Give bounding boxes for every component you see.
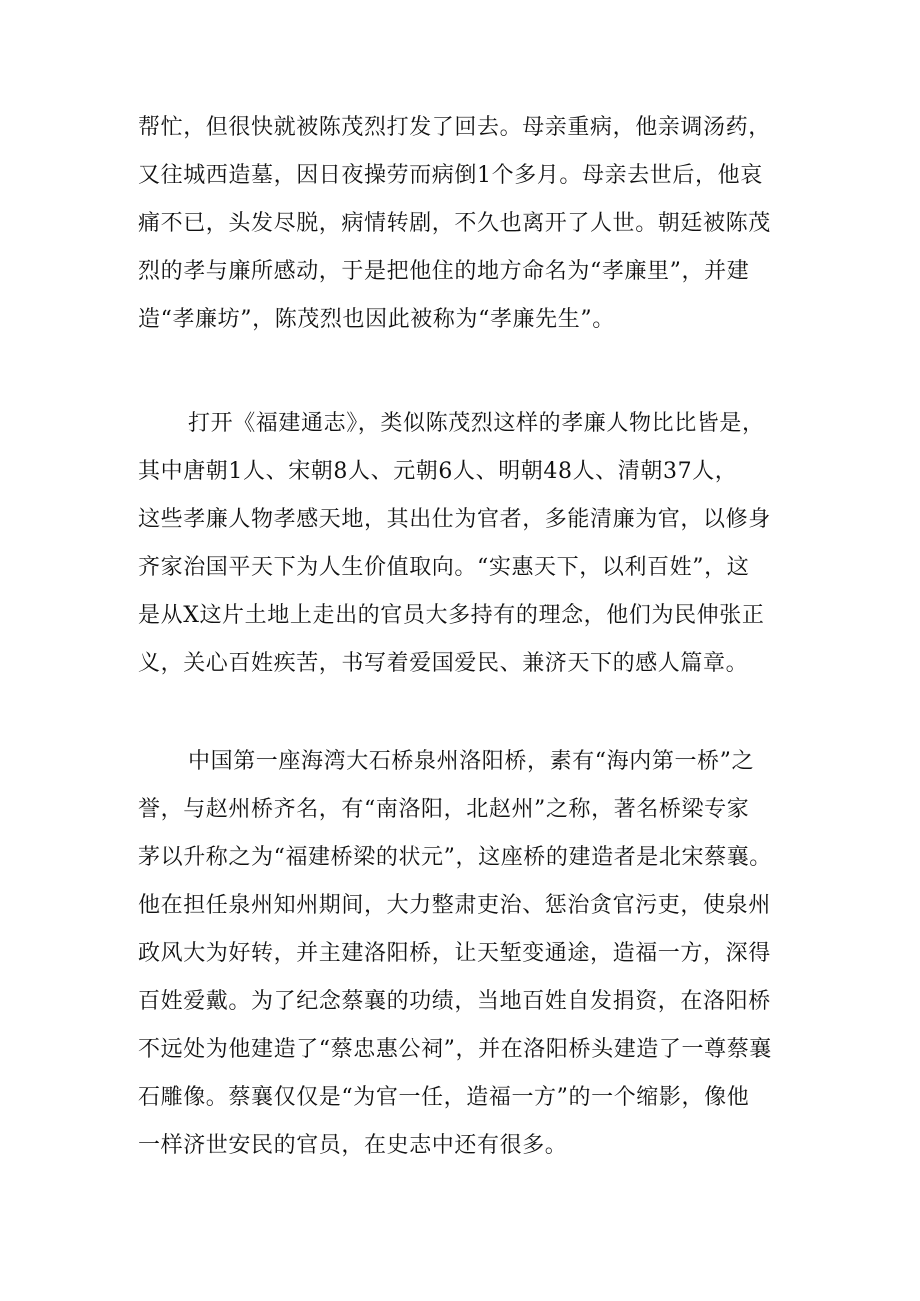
text-line: 一样济世安民的官员，在史志中还有很多。 <box>138 1133 568 1158</box>
text-line: 痛不已，头发尽脱，病情转剧，不久也离开了人世。朝廷被陈茂 <box>138 211 771 236</box>
paragraph-continuation-chen-maolie <box>138 104 798 344</box>
text-line: 是从X这片土地上走出的官员大多持有的理念，他们为民伸张正 <box>138 603 765 628</box>
text-line: 烈的孝与廉所感动，于是把他住的地方命名为“孝廉里”，并建 <box>138 259 750 284</box>
text-line: 他在担任泉州知州期间，大力整肃吏治、惩治贪官污吏，使泉州 <box>138 893 771 918</box>
text-line: 政风大为好转，并主建洛阳桥，让天堑变通途，造福一方，深得 <box>138 941 771 966</box>
text-line: 这些孝廉人物孝感天地，其出仕为官者，多能清廉为官，以修身 <box>138 507 771 532</box>
text-line: 帮忙，但很快就被陈茂烈打发了回去。母亲重病，他亲调汤药， <box>138 115 771 140</box>
text-line: 打开《福建通志》，类似陈茂烈这样的孝廉人物比比皆是， <box>188 411 765 436</box>
text-line: 齐家治国平天下为人生价值取向。“实惠天下，以利百姓”，这 <box>138 555 750 580</box>
text-line: 其中唐朝1人、宋朝8人、元朝6人、明朝48人、清朝37人， <box>138 459 738 484</box>
text-line: 不远处为他建造了“蔡忠惠公祠”，并在洛阳桥头建造了一尊蔡襄 <box>138 1037 772 1062</box>
text-line: 誉，与赵州桥齐名，有“南洛阳，北赵州”之称，著名桥梁专家 <box>138 797 750 822</box>
text-line: 中国第一座海湾大石桥泉州洛阳桥，素有“海内第一桥”之 <box>188 749 755 774</box>
paragraph-fujian-gazetteer <box>138 400 798 688</box>
text-line: 茅以升称之为“福建桥梁的状元”，这座桥的建造者是北宋蔡襄。 <box>138 845 772 870</box>
text-line: 石雕像。蔡襄仅仅是“为官一任，造福一方”的一个缩影，像他 <box>138 1085 750 1110</box>
text-line: 百姓爱戴。为了纪念蔡襄的功绩，当地百姓自发捐资，在洛阳桥 <box>138 989 771 1014</box>
text-line: 义，关心百姓疾苦，书写着爱国爱民、兼济天下的感人篇章。 <box>138 651 749 676</box>
text-line: 又往城西造墓，因日夜操劳而病倒1个多月。母亲去世后，他哀 <box>138 163 763 188</box>
paragraph-luoyang-bridge <box>138 738 798 1170</box>
text-line: 造“孝廉坊”，陈茂烈也因此被称为“孝廉先生”。 <box>138 307 615 332</box>
